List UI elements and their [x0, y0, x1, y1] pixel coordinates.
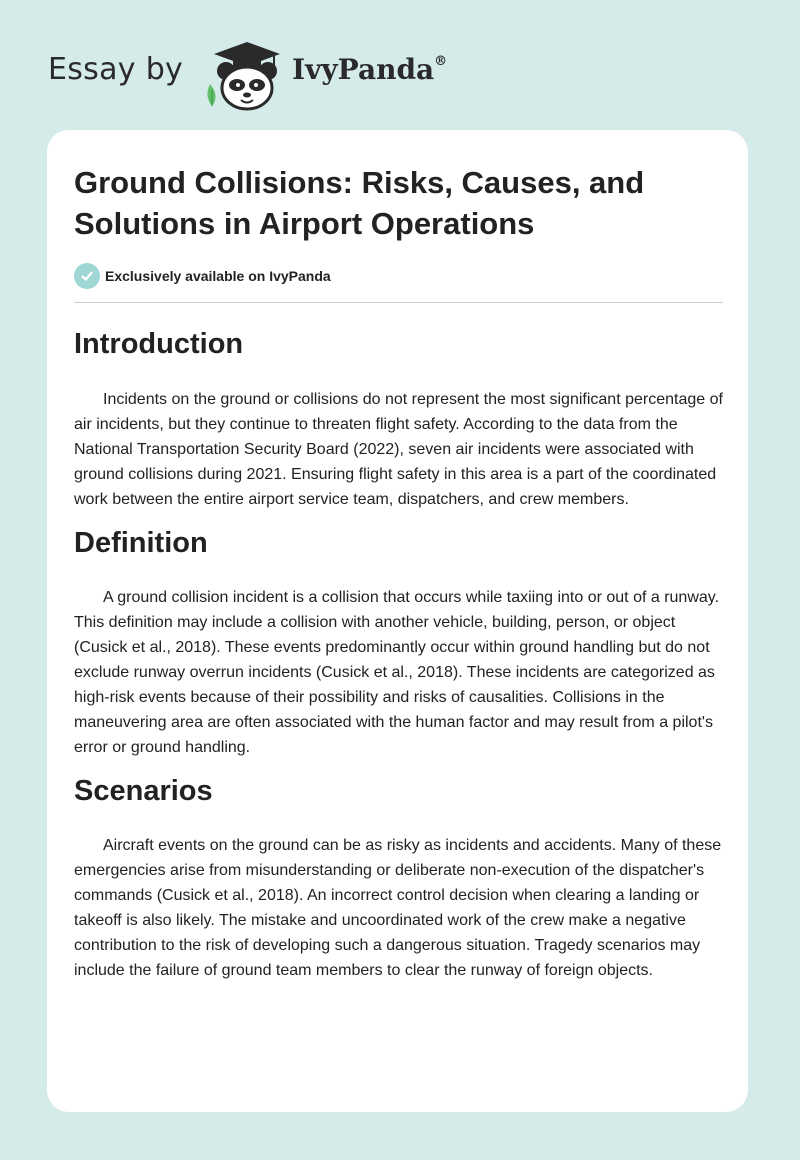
title-divider — [74, 302, 723, 303]
section-paragraph: Incidents on the ground or collisions do not represent the most significant percentage of air incidents, but they continue to threaten flight safety. According to the data from the National Transportation Security Board (2022), seven air incidents were associated with ground collisions during 2021. Ensuring flight safety in this area is a part of the coordinated work between the entire airport service team, dispatchers, and crew members. — [74, 391, 723, 508]
section-paragraph: Aircraft events on the ground can be as risky as incidents and accidents. Many of these emergencies arise from misunderstanding or deliberate non-execution of the dispatcher's commands (Cusick et al., 2018). An incorrect control decision when clearing a landing or takeoff is also likely. The mistake and uncoordinated work of the crew make a negative contribution to the risk of developing such a dangerous situation. Tragedy scenarios may include the failure of ground team members to clear the runway of foreign objects. — [74, 837, 722, 979]
brand-name-text: IvyPanda — [292, 53, 435, 86]
brand-logo-link[interactable] — [48, 36, 488, 116]
section-introduction — [74, 324, 724, 512]
section-scenarios — [74, 771, 724, 983]
registered-mark: ® — [434, 53, 448, 69]
brand-name — [292, 53, 447, 86]
checkmark-icon — [74, 263, 100, 289]
section-heading: Definition — [74, 527, 208, 559]
section-heading: Scenarios — [74, 775, 213, 807]
section-definition — [74, 523, 724, 760]
essay-title: Ground Collisions: Risks, Causes, and Solutions in Airport Operations — [74, 165, 645, 241]
essay-body — [74, 324, 724, 983]
section-heading: Introduction — [74, 328, 244, 360]
panda-graduate-icon — [202, 38, 292, 112]
section-paragraph: A ground collision incident is a collision that occurs while taxiing into or out of a runway. This definition may include a collision with another vehicle, building, person, or object (Cusick et al., 2018). These events predominantly occur within ground handling but do not exclude runway overrun incidents (Cusick et al., 2018). These incidents are categorized as high-risk events because of their possibility and risks of causalities. Collisions in the maneuvering area are often associated with the human factor and may result from a pilot's error or ground handling. — [74, 589, 720, 756]
exclusive-badge-label: Exclusively available on IvyPanda — [105, 268, 331, 284]
brand-prefix: Essay by — [48, 52, 184, 87]
exclusive-badge — [74, 263, 331, 289]
essay-card — [47, 130, 748, 1112]
